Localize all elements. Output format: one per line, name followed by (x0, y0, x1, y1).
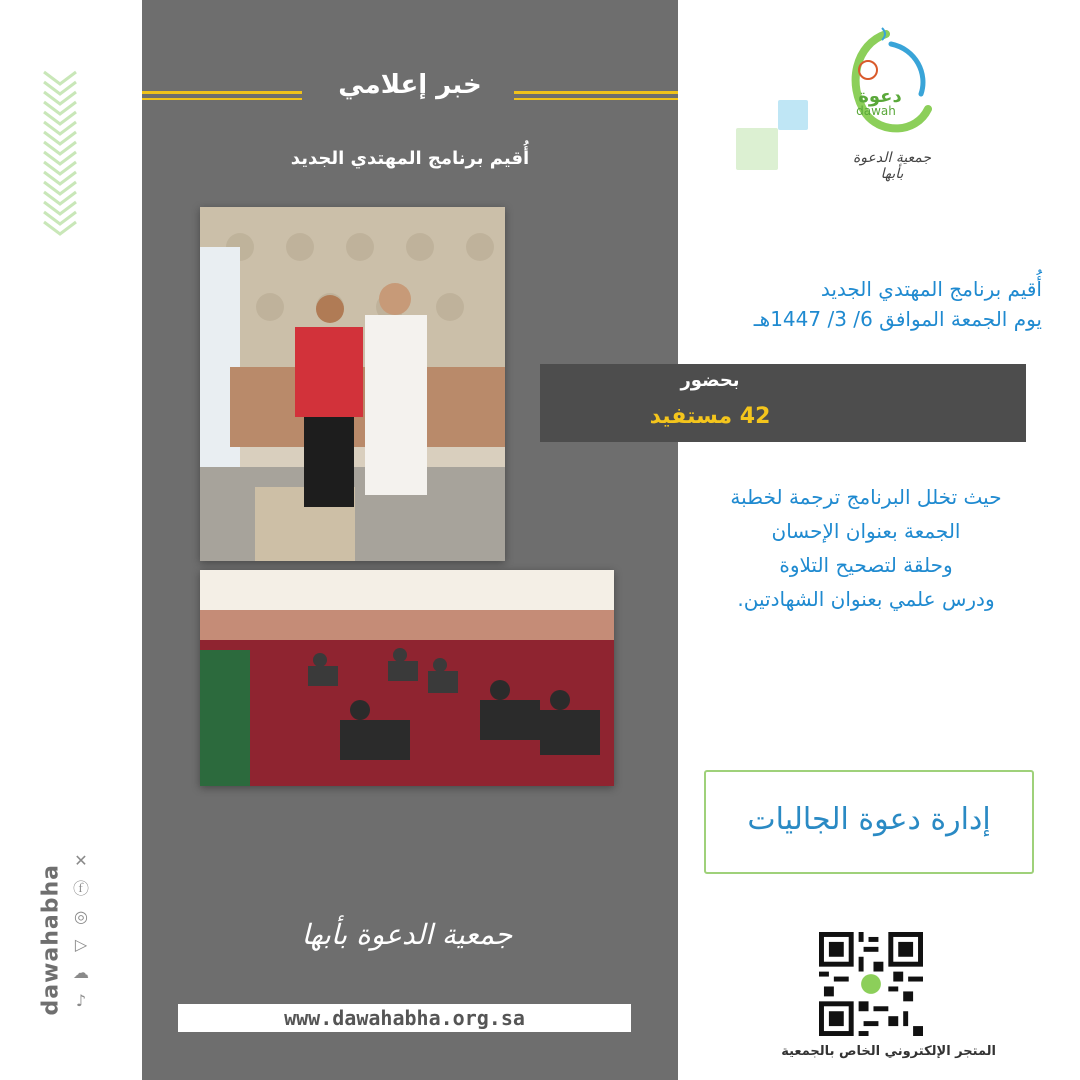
news-date-block (690, 274, 1042, 334)
dawah-logo-icon (836, 24, 936, 144)
kicker-title: خبر إعلامي (338, 70, 482, 100)
tiktok-icon[interactable]: ♪ (75, 991, 87, 1010)
logo-name-en: dawah (856, 104, 896, 118)
logo-name-ar: دعوة (858, 86, 902, 107)
department-name: إدارة دعوة الجاليات (747, 802, 991, 837)
photo-lesson-circle (200, 570, 614, 786)
facebook-icon[interactable]: ⓕ (72, 879, 89, 898)
attendance-label: بحضور (680, 370, 740, 391)
news-line-1: أُقيم برنامج المهتدي الجديد (820, 277, 1042, 301)
desc-line-3: وحلقة لتصحيح التلاوة (779, 553, 953, 577)
decor-square-green (736, 128, 778, 170)
website-url[interactable]: www.dawahabha.org.sa (284, 1006, 525, 1030)
qr-code-icon[interactable] (819, 932, 923, 1036)
news-subtitle: أُقيم برنامج المهتدي الجديد (290, 148, 530, 169)
photo-new-muslim (200, 207, 505, 561)
news-description (700, 480, 1032, 616)
desc-line-4: ودرس علمي بعنوان الشهادتين. (737, 587, 995, 611)
desc-line-2: الجمعة بعنوان الإحسان (771, 519, 961, 543)
social-icons (72, 852, 92, 1010)
x-icon[interactable]: ✕ (74, 851, 88, 870)
news-line-2: يوم الجمعة الموافق 6/ 3/ 1447هـ (753, 307, 1042, 331)
association-calligraphy-bottom: جمعية الدعوة بأبها (301, 918, 513, 951)
youtube-icon[interactable]: ▷ (74, 935, 88, 954)
desc-line-1: حيث تخلل البرنامج ترجمة لخطبة (730, 485, 1002, 509)
social-handle: dawahabha (38, 863, 64, 1016)
snapchat-icon[interactable]: ☁ (73, 963, 89, 982)
qr-caption: المتجر الإلكتروني الخاص بالجمعية (781, 1044, 996, 1059)
chevron-decoration (40, 68, 80, 244)
decor-square-blue (778, 100, 808, 130)
association-calligraphy-top: جمعية الدعوة بأبها (852, 150, 932, 182)
photo-new-muslim-illustration (200, 207, 505, 561)
attendance-count: 42 مستفيد (649, 404, 771, 429)
photo-lesson-circle-illustration (200, 570, 614, 786)
instagram-icon[interactable]: ◎ (74, 907, 88, 926)
